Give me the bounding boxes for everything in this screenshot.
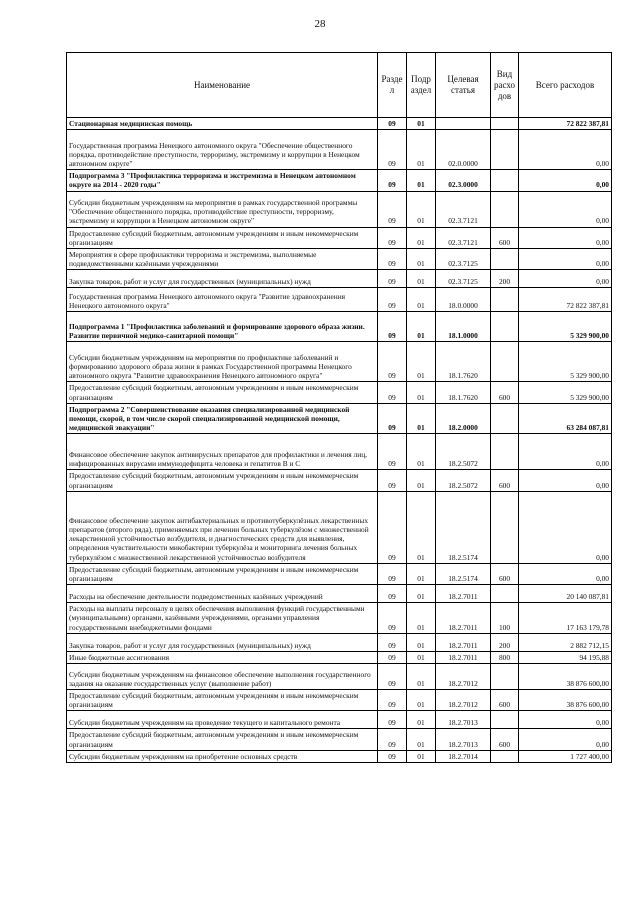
row-amount-cell: 5 329 900,00	[519, 312, 612, 342]
row-amount-cell: 20 140 087,81	[519, 585, 612, 603]
page-number: 28	[314, 18, 326, 30]
row-target-cell: 18.2.5174	[436, 563, 491, 584]
row-name-cell: Стационарная медицинская помощь	[67, 118, 378, 130]
row-subsection-cell: 01	[407, 118, 436, 130]
row-section-cell: 09	[378, 664, 407, 690]
row-type-cell	[491, 585, 519, 603]
row-section-cell: 09	[378, 288, 407, 312]
row-section-cell: 09	[378, 130, 407, 170]
row-subsection-cell: 01	[407, 342, 436, 382]
row-type-cell: 100	[491, 603, 519, 634]
row-target-cell	[436, 118, 491, 130]
table-header-row	[67, 53, 612, 118]
row-target-cell: 18.2.7011	[436, 603, 491, 634]
row-section-cell: 09	[378, 750, 407, 762]
header-expense-type: Вид расхо дов	[491, 53, 519, 118]
row-amount-cell: 1 727 400,00	[519, 750, 612, 762]
row-amount-cell: 72 822 387,81	[519, 118, 612, 130]
table-row	[67, 729, 612, 750]
row-subsection-cell: 01	[407, 227, 436, 248]
row-target-cell: 18.2.5072	[436, 470, 491, 491]
header-section: Разде л	[378, 53, 407, 118]
row-target-cell: 02.3.7125	[436, 270, 491, 288]
row-name-cell: Подпрограмма 3 "Профилактика терроризма и экстремизма в Ненецком автономном округе на 2014 - 2020 годы"	[67, 170, 378, 191]
table-row	[67, 170, 612, 191]
row-type-cell	[491, 288, 519, 312]
row-type-cell: 600	[491, 729, 519, 750]
row-target-cell: 18.1.7620	[436, 342, 491, 382]
table-row	[67, 342, 612, 382]
row-section-cell: 09	[378, 563, 407, 584]
row-amount-cell: 0,00	[519, 563, 612, 584]
row-target-cell: 18.2.7013	[436, 711, 491, 729]
row-section-cell: 09	[378, 312, 407, 342]
table-row	[67, 690, 612, 711]
row-target-cell: 18.2.5174	[436, 491, 491, 563]
table-row	[67, 651, 612, 663]
table-row	[67, 270, 612, 288]
row-section-cell: 09	[378, 603, 407, 634]
row-amount-cell: 0,00	[519, 227, 612, 248]
row-subsection-cell: 01	[407, 491, 436, 563]
table-row	[67, 118, 612, 130]
row-subsection-cell: 01	[407, 690, 436, 711]
table-row	[67, 633, 612, 651]
table-row	[67, 585, 612, 603]
row-type-cell	[491, 434, 519, 470]
row-amount-cell: 0,00	[519, 729, 612, 750]
table-row	[67, 249, 612, 270]
row-name-cell: Предоставление субсидий бюджетным, автономным учреждениям и иным некоммерческим организациям	[67, 729, 378, 750]
table-body	[67, 118, 612, 763]
row-name-cell: Субсидии бюджетным учреждениям на мероприятия в рамках государственной программы "Обеспечение общественного порядка, противодействие преступности, терроризму, экстремизму и коррупции в Ненецком автономном округе"	[67, 191, 378, 227]
row-amount-cell: 0,00	[519, 711, 612, 729]
row-name-cell: Мероприятия в сфере профилактики терроризма и экстремизма, выполняемые подведомственными казёнными учреждениями	[67, 249, 378, 270]
row-type-cell: 200	[491, 633, 519, 651]
row-amount-cell: 0,00	[519, 434, 612, 470]
table-row	[67, 434, 612, 470]
row-name-cell: Государственная программа Ненецкого автономного округа "Развитие здравоохранения Ненецкого автономного округа"	[67, 288, 378, 312]
row-subsection-cell: 01	[407, 288, 436, 312]
row-name-cell: Финансовое обеспечение закупок антибактериальных и противотуберкулёзных лекарственных препаратов (второго ряда), применяемых при лечении больных туберкулёзом с множественной лекарственной устойчивостью возбудителя, и диагностических средств для выявления, определения чувствительности микобактерии туберкулёза и мониторинга лечения больных туберкулёзом с множественной лекарственной устойчивостью возбудителя	[67, 491, 378, 563]
row-name-cell: Расходы на выплаты персоналу в целях обеспечения выполнения функций государственными (муниципальными) органами, казёнными учреждениями, органами управления государственными внебюджетными фондами	[67, 603, 378, 634]
row-type-cell	[491, 249, 519, 270]
row-name-cell: Субсидии бюджетным учреждениям на проведение текущего и капитального ремонта	[67, 711, 378, 729]
row-target-cell: 18.2.0000	[436, 403, 491, 434]
budget-table	[66, 52, 612, 763]
row-type-cell	[491, 342, 519, 382]
row-name-cell: Предоставление субсидий бюджетным, автономным учреждениям и иным некоммерческим организациям	[67, 382, 378, 403]
row-subsection-cell: 01	[407, 249, 436, 270]
row-subsection-cell: 01	[407, 633, 436, 651]
row-amount-cell: 5 329 900,00	[519, 382, 612, 403]
row-subsection-cell: 01	[407, 270, 436, 288]
row-section-cell: 09	[378, 170, 407, 191]
row-amount-cell: 94 195,88	[519, 651, 612, 663]
row-name-cell: Субсидии бюджетным учреждениям на приобретение основных средств	[67, 750, 378, 762]
row-type-cell: 600	[491, 382, 519, 403]
row-target-cell: 18.2.7014	[436, 750, 491, 762]
row-amount-cell: 0,00	[519, 470, 612, 491]
row-section-cell: 09	[378, 633, 407, 651]
row-type-cell	[491, 750, 519, 762]
row-amount-cell: 63 284 087,81	[519, 403, 612, 434]
row-target-cell: 18.2.7012	[436, 664, 491, 690]
row-name-cell: Субсидии бюджетным учреждениям на мероприятия по профилактике заболеваний и формированию здорового образа жизни в рамках Государственной программы Ненецкого автономного округа "Развитие здравоохранения Ненецкого автономного округа"	[67, 342, 378, 382]
table-row	[67, 191, 612, 227]
row-subsection-cell: 01	[407, 664, 436, 690]
row-amount-cell: 72 822 387,81	[519, 288, 612, 312]
table-row	[67, 470, 612, 491]
row-amount-cell: 5 329 900,00	[519, 342, 612, 382]
row-subsection-cell: 01	[407, 191, 436, 227]
row-section-cell: 09	[378, 118, 407, 130]
row-section-cell: 09	[378, 711, 407, 729]
row-section-cell: 09	[378, 249, 407, 270]
header-total: Всего расходов	[519, 53, 612, 118]
row-target-cell: 18.2.7012	[436, 690, 491, 711]
row-name-cell: Предоставление субсидий бюджетным, автономным учреждениям и иным некоммерческим организациям	[67, 470, 378, 491]
row-section-cell: 09	[378, 191, 407, 227]
row-type-cell: 600	[491, 227, 519, 248]
row-subsection-cell: 01	[407, 434, 436, 470]
row-subsection-cell: 01	[407, 750, 436, 762]
row-section-cell: 09	[378, 403, 407, 434]
row-type-cell	[491, 491, 519, 563]
row-subsection-cell: 01	[407, 585, 436, 603]
row-type-cell	[491, 191, 519, 227]
row-target-cell: 02.3.7121	[436, 191, 491, 227]
row-type-cell	[491, 664, 519, 690]
row-amount-cell: 0,00	[519, 191, 612, 227]
row-target-cell: 18.2.7011	[436, 585, 491, 603]
row-type-cell	[491, 711, 519, 729]
row-subsection-cell: 01	[407, 130, 436, 170]
row-type-cell	[491, 170, 519, 191]
row-section-cell: 09	[378, 729, 407, 750]
row-type-cell	[491, 118, 519, 130]
row-section-cell: 09	[378, 227, 407, 248]
row-section-cell: 09	[378, 651, 407, 663]
row-subsection-cell: 01	[407, 711, 436, 729]
row-name-cell: Подпрограмма 1 "Профилактика заболеваний и формирование здорового образа жизни. Развитие первичной медико-санитарной помощи"	[67, 312, 378, 342]
table-row	[67, 130, 612, 170]
row-target-cell: 02.0.0000	[436, 130, 491, 170]
table-row	[67, 288, 612, 312]
row-amount-cell: 38 876 600,00	[519, 664, 612, 690]
row-name-cell: Закупка товаров, работ и услуг для государственных (муниципальных) нужд	[67, 633, 378, 651]
row-subsection-cell: 01	[407, 603, 436, 634]
row-section-cell: 09	[378, 585, 407, 603]
row-target-cell: 02.3.7121	[436, 227, 491, 248]
row-amount-cell: 2 882 712,15	[519, 633, 612, 651]
row-name-cell: Государственная программа Ненецкого автономного округа "Обеспечение общественного порядка, противодействие преступности, терроризму, экстремизму и коррупции в Ненецком автономном округе"	[67, 130, 378, 170]
row-subsection-cell: 01	[407, 563, 436, 584]
row-section-cell: 09	[378, 470, 407, 491]
row-name-cell: Расходы на обеспечение деятельности подведомственных казённых учреждений	[67, 585, 378, 603]
row-subsection-cell: 01	[407, 651, 436, 663]
row-name-cell: Закупка товаров, работ и услуг для государственных (муниципальных) нужд	[67, 270, 378, 288]
row-target-cell: 02.3.0000	[436, 170, 491, 191]
row-name-cell: Предоставление субсидий бюджетным, автономным учреждениям и иным некоммерческим организациям	[67, 563, 378, 584]
row-target-cell: 18.0.0000	[436, 288, 491, 312]
row-type-cell: 200	[491, 270, 519, 288]
row-section-cell: 09	[378, 434, 407, 470]
row-name-cell: Субсидии бюджетным учреждениям на финансовое обеспечение выполнения государственного задания на оказание государственных услуг (выполнение работ)	[67, 664, 378, 690]
row-type-cell: 600	[491, 690, 519, 711]
table-row	[67, 711, 612, 729]
row-type-cell: 600	[491, 470, 519, 491]
row-subsection-cell: 01	[407, 403, 436, 434]
row-type-cell	[491, 312, 519, 342]
row-type-cell	[491, 130, 519, 170]
row-subsection-cell: 01	[407, 729, 436, 750]
row-amount-cell: 0,00	[519, 270, 612, 288]
row-name-cell: Подпрограмма 2 "Совершенствование оказания специализированной медицинской помощи, скорой, в том числе скорой специализированной медицинской помощи, медицинской эвакуации"	[67, 403, 378, 434]
row-section-cell: 09	[378, 690, 407, 711]
row-name-cell: Финансовое обеспечение закупок антивирусных препаратов для профилактики и лечения лиц, инфицированных вирусами иммунодефицита человека и гепатитов В и С	[67, 434, 378, 470]
row-target-cell: 18.1.7620	[436, 382, 491, 403]
row-section-cell: 09	[378, 270, 407, 288]
row-target-cell: 02.3.7125	[436, 249, 491, 270]
row-target-cell: 18.2.5072	[436, 434, 491, 470]
row-section-cell: 09	[378, 491, 407, 563]
row-section-cell: 09	[378, 342, 407, 382]
row-target-cell: 18.2.7011	[436, 633, 491, 651]
row-amount-cell: 17 163 179,78	[519, 603, 612, 634]
row-target-cell: 18.1.0000	[436, 312, 491, 342]
table-row	[67, 227, 612, 248]
table-row	[67, 491, 612, 563]
row-name-cell: Предоставление субсидий бюджетным, автономным учреждениям и иным некоммерческим организациям	[67, 227, 378, 248]
row-subsection-cell: 01	[407, 382, 436, 403]
row-amount-cell: 38 876 600,00	[519, 690, 612, 711]
row-section-cell: 09	[378, 382, 407, 403]
row-type-cell: 600	[491, 563, 519, 584]
table-row	[67, 664, 612, 690]
row-amount-cell: 0,00	[519, 249, 612, 270]
row-target-cell: 18.2.7013	[436, 729, 491, 750]
table-row	[67, 603, 612, 634]
header-subsection: Подр аздел	[407, 53, 436, 118]
table-row	[67, 312, 612, 342]
table-row	[67, 403, 612, 434]
row-name-cell: Предоставление субсидий бюджетным, автономным учреждениям и иным некоммерческим организациям	[67, 690, 378, 711]
row-subsection-cell: 01	[407, 312, 436, 342]
table-row	[67, 563, 612, 584]
table-row	[67, 382, 612, 403]
row-amount-cell: 0,00	[519, 130, 612, 170]
row-type-cell	[491, 403, 519, 434]
row-amount-cell: 0,00	[519, 170, 612, 191]
row-name-cell: Иные бюджетные ассигнования	[67, 651, 378, 663]
header-name: Наименование	[67, 53, 378, 118]
row-target-cell: 18.2.7011	[436, 651, 491, 663]
row-type-cell: 800	[491, 651, 519, 663]
table-row	[67, 750, 612, 762]
row-amount-cell: 0,00	[519, 491, 612, 563]
row-subsection-cell: 01	[407, 170, 436, 191]
header-target: Целевая статья	[436, 53, 491, 118]
row-subsection-cell: 01	[407, 470, 436, 491]
